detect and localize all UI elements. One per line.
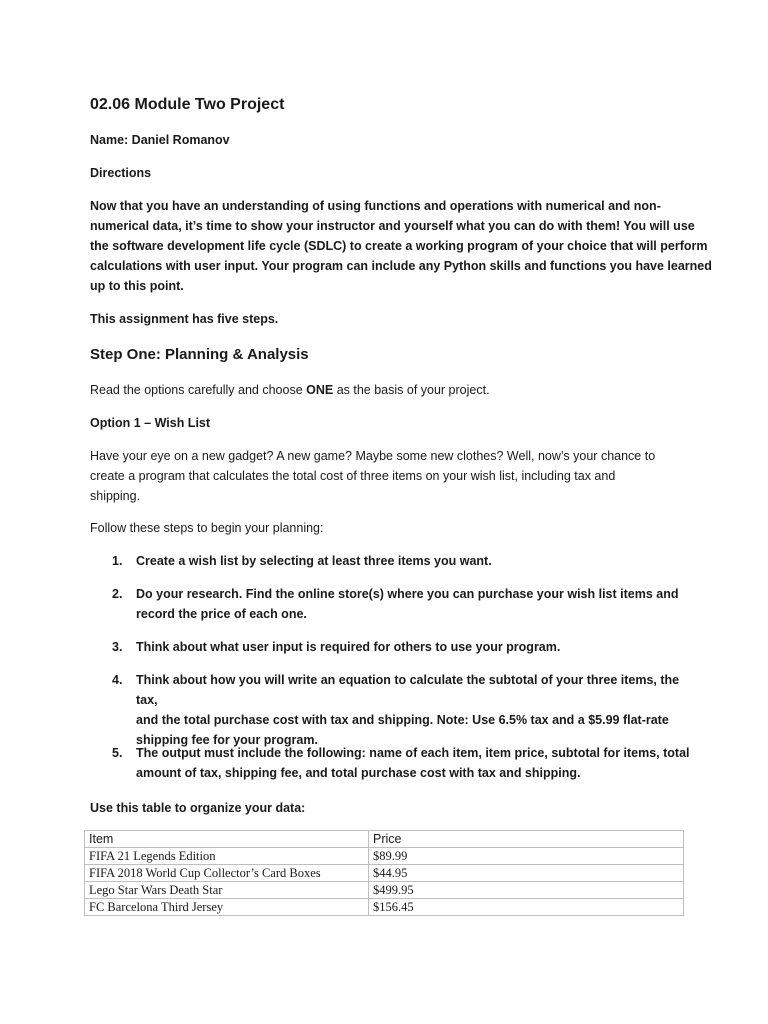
step-number: 5.	[112, 746, 123, 760]
option-1-heading: Option 1 – Wish List	[90, 416, 211, 430]
table-row	[85, 848, 684, 865]
step-line: shipping fee for your program.	[136, 733, 318, 747]
directions-line: numerical data, it’s time to show your instructor and yourself what you can do with them! You will use	[90, 219, 695, 233]
step-text: Create a wish list by selecting at least three items you want.	[136, 554, 492, 568]
step-text	[136, 584, 690, 624]
directions-line: Now that you have an understanding of using functions and operations with numerical and non-	[90, 199, 661, 213]
step-number: 2.	[112, 587, 123, 601]
item-cell: FC Barcelona Third Jersey	[85, 899, 369, 916]
option-1-line: Have your eye on a new gadget? A new game? Maybe some new clothes? Well, now’s your chance to	[90, 449, 656, 463]
column-header-price: Price	[369, 831, 684, 848]
page-title: 02.06 Module Two Project	[90, 96, 285, 113]
item-cell: Lego Star Wars Death Star	[85, 882, 369, 899]
directions-heading: Directions	[90, 166, 152, 180]
option-1-line: shipping.	[90, 489, 141, 503]
step-number: 4.	[112, 673, 123, 687]
step-text	[136, 670, 690, 750]
price-cell: $44.95	[369, 865, 684, 882]
table-row	[85, 899, 684, 916]
options-intro-text: Read the options carefully and choose	[90, 383, 307, 397]
table-row	[85, 865, 684, 882]
step-line: Do your research. Find the online store(s) where you can purchase your wish list items and	[136, 587, 679, 601]
directions-line: up to this point.	[90, 279, 184, 293]
student-name: Name: Daniel Romanov	[90, 133, 230, 147]
price-cell: $499.95	[369, 882, 684, 899]
step-number: 1.	[112, 554, 123, 568]
assignment-note: This assignment has five steps.	[90, 312, 279, 326]
step-line: record the price of each one.	[136, 607, 307, 621]
step-line: Think about how you will write an equation to calculate the subtotal of your three items, the tax,	[136, 673, 680, 707]
table-header-row	[85, 831, 684, 848]
option-1-line: create a program that calculates the total cost of three items on your wish list, including tax and	[90, 469, 616, 483]
planning-intro: Follow these steps to begin your planning:	[90, 521, 324, 535]
options-intro-emphasis: ONE	[306, 383, 334, 397]
item-cell: FIFA 21 Legends Edition	[85, 848, 369, 865]
step-text	[136, 743, 690, 783]
price-cell: $156.45	[369, 899, 684, 916]
table-intro: Use this table to organize your data:	[90, 801, 306, 815]
options-intro-text: as the basis of your project.	[333, 383, 490, 397]
price-cell: $89.99	[369, 848, 684, 865]
table-row	[85, 882, 684, 899]
directions-line: calculations with user input. Your program can include any Python skills and functions you have learned	[90, 259, 712, 273]
note-label: Note:	[436, 713, 469, 727]
column-header-item: Item	[85, 831, 369, 848]
step-line: The output must include the following: name of each item, item price, subtotal for items, total	[136, 746, 690, 760]
step-line: amount of tax, shipping fee, and total purchase cost with tax and shipping.	[136, 766, 581, 780]
note-text: Use 6.5% tax and a $5.99 flat-rate	[468, 713, 669, 727]
step-one-heading: Step One: Planning & Analysis	[90, 346, 309, 363]
options-intro	[90, 380, 490, 400]
item-cell: FIFA 2018 World Cup Collector’s Card Boxes	[85, 865, 369, 882]
step-number: 3.	[112, 640, 123, 654]
step-text: Think about what user input is required for others to use your program.	[136, 640, 561, 654]
directions-line: the software development life cycle (SDLC) to create a working program of your choice that will perform	[90, 239, 708, 253]
wish-list-table	[84, 830, 684, 916]
step-line: and the total purchase cost with tax and shipping.	[136, 713, 434, 727]
